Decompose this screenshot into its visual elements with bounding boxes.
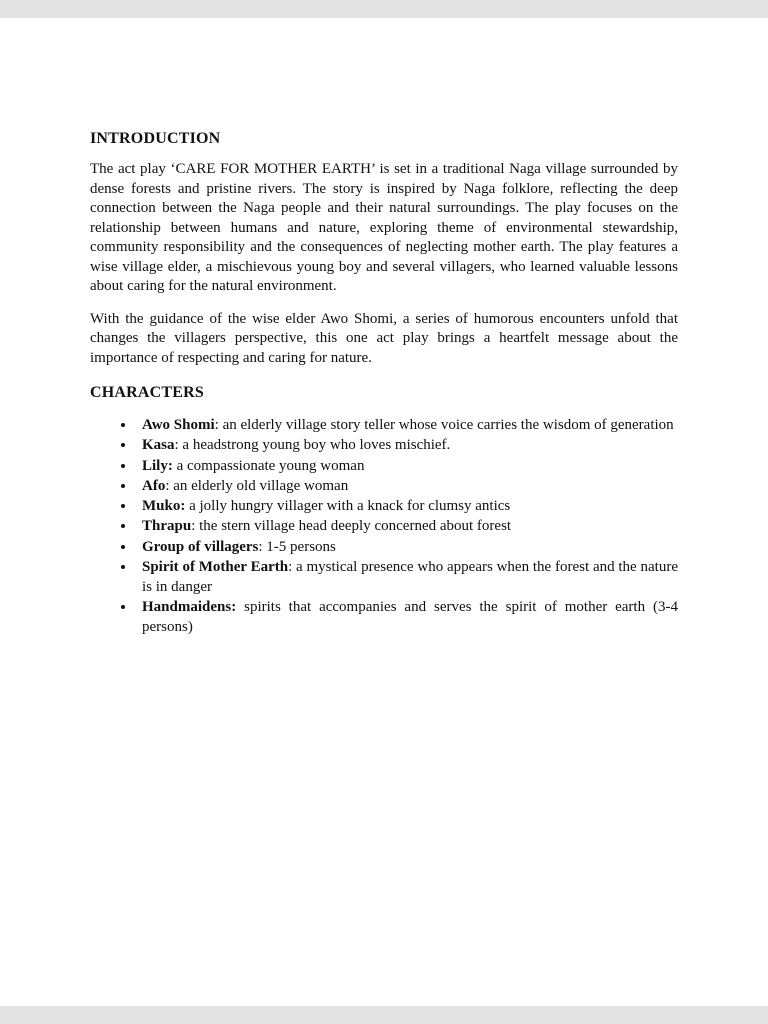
character-name: Kasa: [142, 437, 175, 454]
character-name: Spirit of Mother Earth: [142, 559, 289, 576]
character-desc: : a mystical presence who appears when the forest and the nature is in danger: [142, 559, 678, 595]
character-item-afo: [136, 477, 678, 497]
character-desc: a jolly hungry villager with a knack for clumsy antics: [185, 498, 511, 515]
character-desc: : a headstrong young boy who loves mischief.: [174, 437, 451, 454]
character-name: Afo: [142, 477, 166, 494]
section-heading-characters: CHARACTERS: [90, 384, 205, 401]
section-heading-introduction: INTRODUCTION: [90, 130, 221, 147]
character-name: Awo Shomi: [142, 417, 215, 433]
character-name: Lily:: [142, 457, 173, 474]
character-desc: : the stern village head deeply concerned about forest: [191, 518, 512, 535]
character-name: Thrapu: [142, 518, 192, 535]
character-item-group-of-villagers: [136, 538, 678, 558]
character-name: Muko:: [142, 498, 186, 515]
intro-paragraph-2: With the guidance of the wise elder Awo Shomi, a series of humorous encounters unfold that changes the villagers perspective, this one act play brings a heartfelt message about the importance of respecting and caring for nature.: [90, 310, 678, 366]
character-item-kasa: [136, 436, 678, 456]
character-desc: : an elderly old village woman: [165, 477, 349, 494]
intro-paragraph-1: The act play ‘CARE FOR MOTHER EARTH’ is set in a traditional Naga village surrounded by dense forests and pristine rivers. The story is inspired by Naga folklore, reflecting the deep connection between the Naga people and their natural surroundings. The play focuses on the relationship between humans and nature, exploring theme of environmental stewardship, community responsibility and the consequences of neglecting mother earth. The play features a wise village elder, a mischievous young boy and several villagers, who learned valuable lessons about caring for the natural environment.: [90, 161, 678, 294]
character-desc: : 1-5 persons: [258, 538, 336, 555]
character-desc: a compassionate young woman: [172, 457, 365, 474]
character-item-muko: [136, 497, 678, 517]
character-item-awo-shomi: [136, 416, 678, 436]
character-desc: spirits that accompanies and serves the spirit of mother earth (3-4 persons): [142, 599, 678, 635]
character-item-spirit-of-mother-earth: [136, 558, 678, 598]
characters-list: [90, 416, 678, 638]
character-item-thrapu: [136, 517, 678, 537]
character-item-lily: [136, 457, 678, 477]
character-name: Group of villagers: [142, 538, 259, 555]
character-desc: : an elderly village story teller whose voice carries the wisdom of generation: [214, 417, 674, 433]
document-page: [0, 18, 768, 1006]
character-name: Handmaidens:: [142, 599, 237, 616]
character-item-handmaidens: [136, 598, 678, 638]
